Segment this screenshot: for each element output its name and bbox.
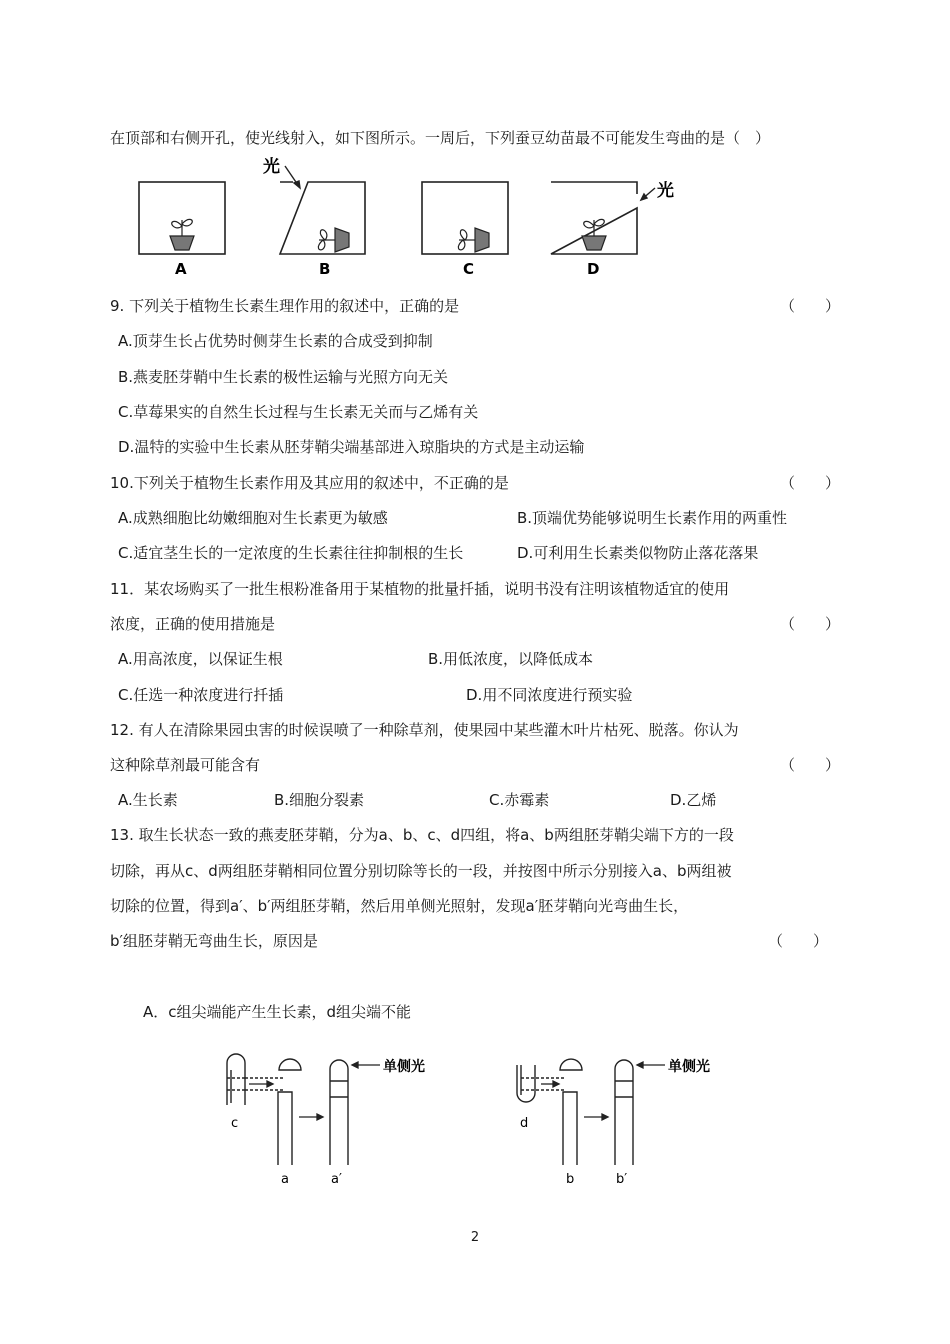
label-b: B (319, 260, 331, 278)
plant-a (170, 219, 194, 250)
q12-stem-line1: 12. 有人在清除果园虫害的时候误喷了一种除草剂，使果园中某些灌木叶片枯死、脱落。你认为 (110, 721, 739, 739)
q11-option-c: C.任选一种浓度进行扦插 (118, 686, 284, 704)
q11-stem-line2: 浓度，正确的使用措施是 (110, 615, 276, 633)
q10-option-b: B.顶端优势能够说明生长素作用的两重性 (517, 509, 788, 527)
q10-option-a: A.成熟细胞比幼嫩细胞对生长素更为敏感 (118, 509, 388, 527)
q11-option-d: D.用不同浓度进行预实验 (466, 686, 633, 704)
q13-stem-line1: 13. 取生长状态一致的燕麦胚芽鞘，分为a、b、c、d四组，将a、b两组胚芽鞘尖端下方的一段 (110, 826, 734, 844)
page-number: 2 (470, 1230, 480, 1245)
coleoptile-c (227, 1054, 245, 1105)
label-b: b (566, 1172, 575, 1187)
label-d: d (520, 1116, 529, 1131)
q10-option-d: D.可利用生长素类似物防止落花落果 (517, 544, 759, 562)
label-c: C (463, 260, 475, 278)
label-a: a (281, 1172, 289, 1187)
light-label-right: 单侧光 (668, 1059, 710, 1075)
coleoptile-a-prime (330, 1060, 348, 1165)
q9-option-c: C.草莓果实的自然生长过程与生长素无关而与乙烯有关 (118, 403, 479, 421)
q11-stem-line1: 11．某农场购买了一批生根粉准备用于某植物的批量扦插，说明书没有注明该植物适宜的使用 (110, 580, 730, 598)
q12-option-b: B.细胞分裂素 (274, 791, 365, 809)
q13-stem-line2: 切除，再从c、d两组胚芽鞘相同位置分别切除等长的一段，并按图中所示分别接入a、b两组被 (110, 862, 732, 880)
q10-paren: （ ） (780, 474, 841, 492)
tip-a (279, 1059, 301, 1070)
q9-paren: （ ） (780, 297, 841, 315)
coleoptile-d (517, 1065, 535, 1102)
label-a: A (175, 260, 187, 278)
coleoptile-b-prime (615, 1060, 633, 1165)
light-label-b: 光 (263, 157, 280, 177)
q13-stem-line3: 切除的位置，得到a′、b′两组胚芽鞘，然后用单侧光照射，发现a′胚芽鞘向光弯曲生长， (110, 897, 689, 915)
plant-c (458, 228, 489, 252)
q9-stem: 9. 下列关于植物生长素生理作用的叙述中，正确的是 (110, 297, 460, 315)
label-a-prime: a′ (331, 1172, 342, 1187)
light-label-left: 单侧光 (383, 1059, 425, 1075)
q12-option-a: A.生长素 (118, 791, 178, 809)
label-d: D (587, 260, 600, 278)
q12-stem-line2: 这种除草剂最可能含有 (110, 756, 261, 774)
tip-b (560, 1059, 582, 1070)
q13-paren: （ ） (768, 932, 829, 950)
q13-stem-line4: b′组胚芽鞘无弯曲生长，原因是 (110, 932, 318, 950)
q9-option-b: B.燕麦胚芽鞘中生长素的极性运输与光照方向无关 (118, 368, 449, 386)
q13-option-a: A．c组尖端能产生生长素，d组尖端不能 (143, 1003, 412, 1021)
coleoptile-a (278, 1092, 292, 1165)
q8-figure (125, 152, 685, 282)
q12-paren: （ ） (780, 756, 841, 774)
q10-option-c: C.适宜茎生长的一定浓度的生长素往往抑制根的生长 (118, 544, 464, 562)
q8-stem-tail: 在顶部和右侧开孔，使光线射入，如下图所示。一周后，下列蚕豆幼苗最不可能发生弯曲的是（ ） (110, 129, 771, 147)
q10-stem: 10.下列关于植物生长素作用及其应用的叙述中，不正确的是 (110, 474, 509, 492)
plant-b (318, 228, 349, 252)
q11-paren: （ ） (780, 615, 841, 633)
q13-figure (215, 1045, 735, 1195)
q11-option-a: A.用高浓度，以保证生根 (118, 650, 283, 668)
q9-option-d: D.温特的实验中生长素从胚芽鞘尖端基部进入琼脂块的方式是主动运输 (118, 438, 585, 456)
label-b-prime: b′ (616, 1172, 628, 1187)
label-c: c (231, 1116, 239, 1131)
light-label-d: 光 (657, 181, 674, 201)
q11-option-b: B.用低浓度，以降低成本 (428, 650, 594, 668)
q12-option-c: C.赤霉素 (489, 791, 550, 809)
q9-option-a: A.顶芽生长占优势时侧芽生长素的合成受到抑制 (118, 332, 433, 350)
q12-option-d: D.乙烯 (670, 791, 717, 809)
coleoptile-b (563, 1092, 577, 1165)
